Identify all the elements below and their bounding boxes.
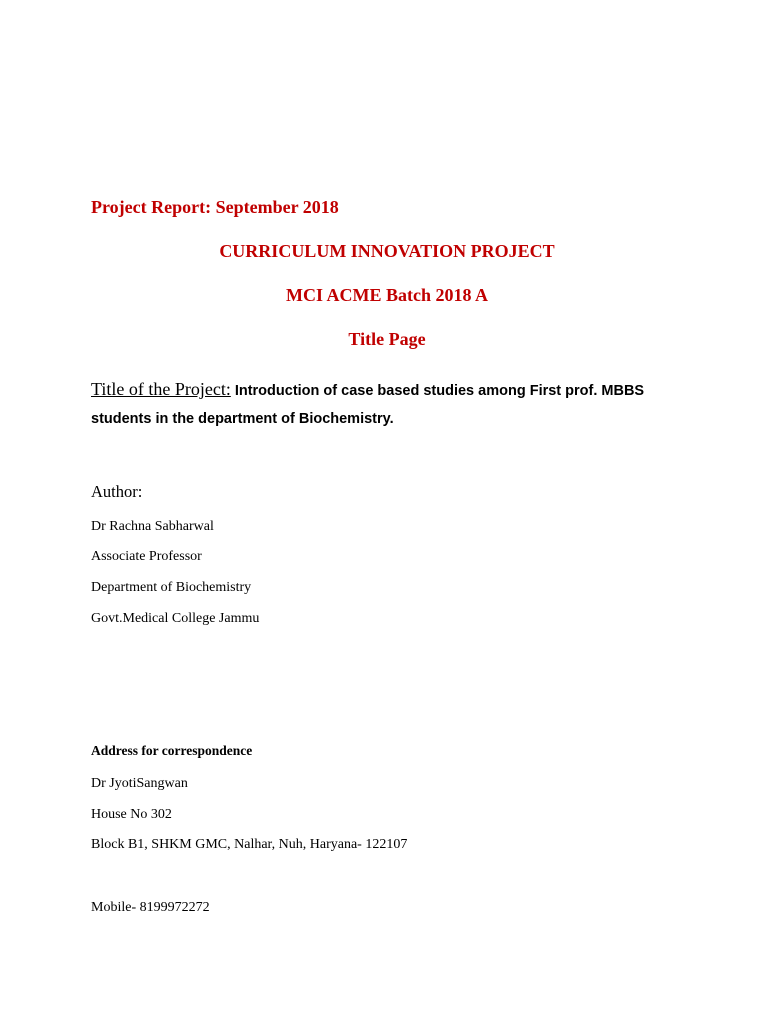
author-college: Govt.Medical College Jammu (91, 611, 260, 626)
author-label: Author: (91, 482, 143, 501)
correspondence-house: House No 302 (91, 807, 172, 822)
project-title-block (91, 375, 691, 433)
project-title-value: Introduction of case based studies among First prof. MBBS students in the department of Biochemistry. (91, 383, 645, 427)
correspondence-name: Dr JyotiSangwan (91, 776, 188, 791)
project-title-label: Title of the Project: (91, 379, 231, 399)
correspondence-address: Block B1, SHKM GMC, Nalhar, Nuh, Haryana- 122107 (91, 837, 408, 852)
report-date-heading: Project Report: September 2018 (91, 197, 339, 217)
author-department: Department of Biochemistry (91, 580, 252, 595)
correspondence-heading: Address for correspondence (91, 743, 253, 758)
correspondence-mobile: Mobile- 8199972272 (91, 900, 210, 915)
author-role: Associate Professor (91, 549, 202, 564)
batch-heading: MCI ACME Batch 2018 A (286, 285, 488, 305)
author-name: Dr Rachna Sabharwal (91, 519, 214, 534)
project-type-heading: CURRICULUM INNOVATION PROJECT (219, 241, 555, 261)
title-page-heading: Title Page (348, 329, 426, 349)
